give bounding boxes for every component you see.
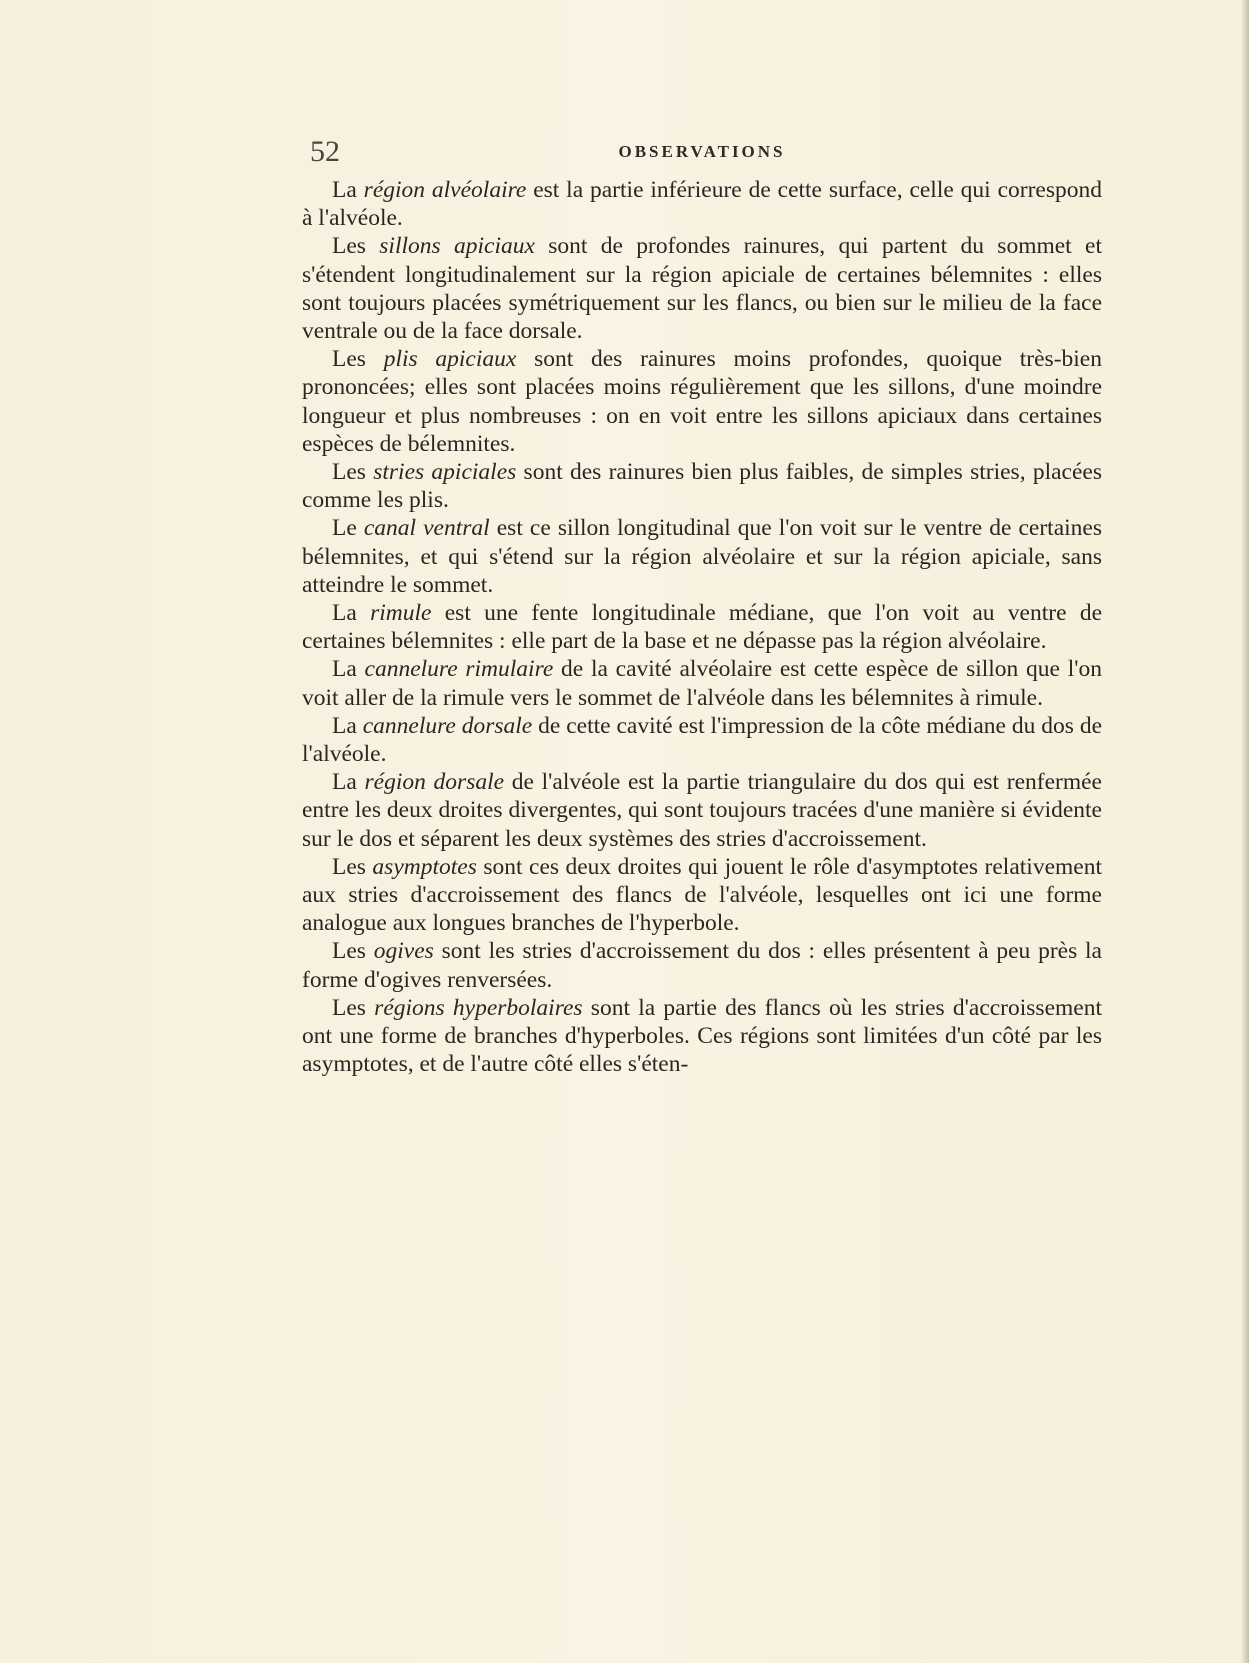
term: ogives [373,938,434,965]
paragraph-ogives: Les ogives sont les stries d'accroissement du dos : elles présentent à peu près la forme d'ogives renversées. [302,938,1102,993]
paragraph-sillons-apiciaux: Les sillons apiciaux sont de profondes rainures, qui partent du sommet et s'étendent longitudinalement sur la région apiciale de certaines bélemnites : elles sont toujours placées symétriquement sur les flancs, ou bien sur le milieu de la face ventrale ou de la face dorsale. [302,233,1103,345]
term: région dorsale [364,769,505,796]
term: régions hyperbolaires [374,994,583,1021]
term: plis apiciaux [383,346,517,373]
term: sillons apiciaux [379,233,535,260]
paragraph-regions-hyperbolaires: Les régions hyperbolaires sont la partie des flancs où les stries d'accroissement ont une forme de branches d'hyperboles. Ces régions sont limitées d'un côté par les asymptotes, et de l'autre côté elles s'éten- [302,994,1103,1078]
paragraph-cannelure-rimulaire: La cannelure rimulaire de la cavité alvéolaire est cette espèce de sillon que l'on voit aller de la rimule vers le sommet de l'alvéole dans les bélemnites à rimule. [302,656,1102,711]
running-head [302,136,1102,176]
term: région alvéolaire [363,177,527,203]
term: cannelure rimulaire [364,656,554,683]
page-number: 52 [310,135,340,168]
page-edge-shadow [1241,0,1249,1663]
running-title: OBSERVATIONS [618,142,786,161]
paragraph-rimule: La rimule est une fente longitudinale médiane, que l'on voit au ventre de certaines bélemnites : elle part de la base et ne dépasse pas la région alvéolaire. [302,600,1102,655]
paragraph-region-dorsale: La région dorsale de l'alvéole est la partie triangulaire du dos qui est renfermée entre les deux droites divergentes, qui sont toujours tracées d'une manière si évidente sur le dos et séparent les deux systèmes des stries d'accroissement. [302,769,1102,852]
paragraph-region-alveolaire: La région alvéolaire est la partie inférieure de cette surface, celle qui correspond à l'alvéole. [302,177,1102,232]
term: rimule [370,600,432,627]
term: cannelure dorsale [362,712,533,739]
paragraph-canal-ventral: Le canal ventral est ce sillon longitudinal que l'on voit sur le ventre de certaines bélemnites, et qui s'étend sur la région alvéolaire et sur la région apiciale, sans atteindre le sommet. [302,515,1102,598]
term: stries apiciales [373,459,517,486]
term: asymptotes [372,853,477,880]
paragraph-asymptotes: Les asymptotes sont ces deux droites qui jouent le rôle d'asymptotes relativement aux stries d'accroissement des flancs de l'alvéole, lesquelles ont ici une forme analogue aux longues branches de l'hyperbole. [302,853,1102,937]
text-block [302,136,1102,1079]
term: canal ventral [363,515,490,542]
paragraph-cannelure-dorsale: La cannelure dorsale de cette cavité est l'impression de la côte médiane du dos de l'alvéole. [302,712,1102,768]
paragraph-stries-apiciales: Les stries apiciales sont des rainures bien plus faibles, de simples stries, placées comme les plis. [302,459,1102,514]
paragraph-plis-apiciaux: Les plis apiciaux sont des rainures moins profondes, quoique très-bien prononcées; elles sont placées moins régulièrement que les sillons, d'une moindre longueur et plus nombreuses : on en voit entre les sillons apiciaux dans certaines espèces de bélemnites. [302,346,1102,457]
